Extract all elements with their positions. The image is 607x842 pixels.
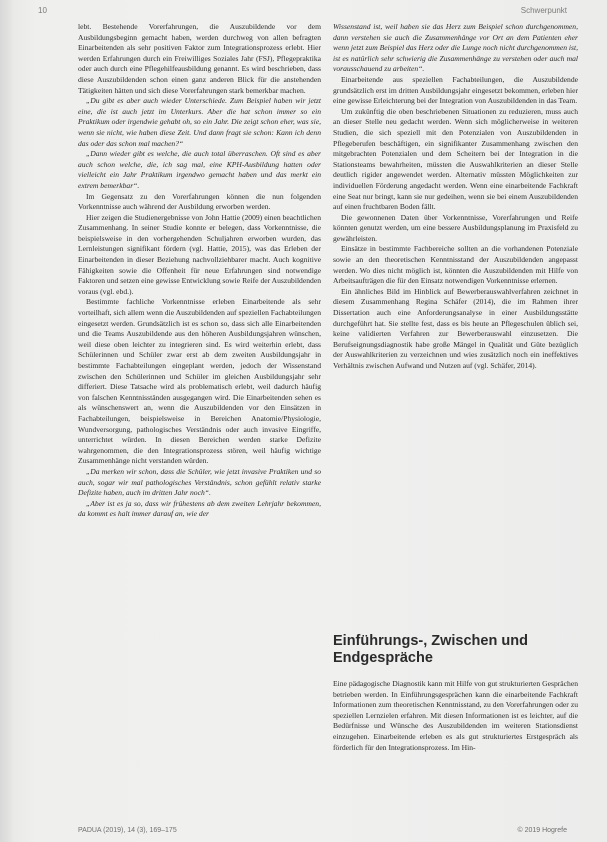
paragraph: Um zukünftig die oben beschriebenen Situationen zu reduzieren, muss auch an dieser Stelle neu gedacht werden. Wenn sich möglicherweise in weiteren Studien, die sich speziell mit den Potenzialen von Auszubildenden in Pflegeberufen beschäftigen, ein signifikanter Zusammenhang zwischen den mitgebrachten Potenzialen und dem Scheitern bei der Integration in die Stationsteams bewahrheiten, müssten die Auswahlkriterien an dieser Stelle deutlich rigider angewendet werden. Alternativ müssten Möglichkeiten zur individuellen Förderung angedacht werden. Wenn eine einarbeitende Fachkraft eine Seat nur bringt, kann sie nur gedeihen, wenn sie bei einem Auszubildenden auf einen fruchtbaren Boden fällt. xyxy=(333,106,578,212)
paragraph: Die gewonnenen Daten über Vorkenntnisse, Vorerfahrungen und Reife könnten genutzt werden, um eine bessere Ausbildungsplanung im Praxisfeld zu gewährleisten. xyxy=(333,212,578,243)
interview-quote: „Du gibt es aber auch wieder Unterschiede. Zum Beispiel haben wir jetzt eine, die ist auch jetzt im Unterkurs. Aber die hat schon immer so ein Praktikum oder irgendwie gehabt oh, so ein Jahr. Die zeigt schon eher, was sie, wenn sie nicht, wie haben diese Zeit. Und dann fragt sie schon: Kann ich denn das oder das schon mal machen?“ xyxy=(78,96,321,148)
paragraph: Eine pädagogische Diagnostik kann mit Hilfe von gut strukturierten Gesprächen betrieben werden. In Einführungsgesprächen kann die einarbeitende Fachkraft Informationen zum theoretischen Kenntnisstand, zu den Vorerfahrungen oder zu speziellen Lernzielen erfahren. Mit diesen Informationen ist es leichter, auf die Bedürfnisse und Wünsche des Auszubildenden im weiteren Stationsdienst einzugehen. Einarbeitende erleben es als gut strukturiertes Erstgespräch als förderlich für den Integrationsprozess. Im Hin- xyxy=(333,679,578,752)
paragraph: lebt. Bestehende Vorerfahrungen, die Auszubildende vor dem Ausbildungsbeginn gemacht haben, werden durchweg von allen befragten Einarbeitenden als sehr positiven Faktor zum Integrationsprozess erlebt. Hier werden Erfahrungen durch ein Freiwilliges Soziales Jahr (FSJ), Pflegepraktika oder auch durch eine Pflegehilfeausbildung genannt. Es wird beschrieben, dass diese Auszubildenden schon einen ganz anderen Blick für die anstehenden Tätigkeiten hätten und sich diese Vorerfahrungen stark bemerkbar machen. xyxy=(78,22,321,95)
section-heading: Einführungs-, Zwischen und Endgespräche xyxy=(333,633,528,666)
interview-quote: Wissenstand ist, weil haben sie das Herz zum Beispiel schon durchgenommen, dann verstehen sie auch die Zusammenhänge vor Ort an dem Patienten eher wenn jetzt zum Beispiel das Herz oder die Lunge noch nicht durchgenommen ist, ist es natürlich sehr schwierig die Zusammenhänge zu verstehen oder auch mal vorausschauend zu arbeiten“. xyxy=(333,22,579,74)
interview-quote: „Aber ist es ja so, dass wir frühestens ab dem zweiten Lehrjahr bekommen, da kommt es halt immer darauf an, wie der xyxy=(78,498,321,519)
section-body xyxy=(333,679,578,753)
running-head-section: Schwerpunkt xyxy=(520,6,567,15)
left-column xyxy=(78,22,321,520)
right-column xyxy=(333,22,578,372)
footer-copyright: © 2019 Hogrefe xyxy=(517,827,567,834)
paragraph: Im Gegensatz zu den Vorerfahrungen können die nun folgenden Vorkenntnisse auch während der Ausbildung erworben werden. xyxy=(78,191,321,212)
interview-quote: „Dann wieder gibt es welche, die auch total überraschen. Oft sind es aber auch schon welche, die, ich sag mal, eine KPH-Ausbildung hatten oder vielleicht ein Jahr Praktikum irgendwo gemacht haben und das merkt ein extrem bemerkbar“. xyxy=(78,149,321,190)
paragraph: Ein ähnliches Bild im Hinblick auf Bewerberauswahlverfahren zeichnet in diesem Zusammenhang Regina Schäfer (2014), die im Rahmen ihrer Dissertation auch eine Anforderungsanalyse in einer Ausbildungsstätte durchgeführt hat. Sie stellte fest, dass es bis heute an Pflegeschulen üblich sei, keine validierten Verfahren zur Bewerberauswahl einzusetzen. Die Berufseignungsdiagnostik habe große Mängel in Qualität und Güte bezüglich der Auswahlkriterien zu verzeichnen und wies zusätzlich noch ein ineffektives Verhältnis zwischen Aufwand und Nutzen auf (vgl. Schäfer, 2014). xyxy=(333,286,578,370)
footer-citation: PADUA (2019), 14 (3), 169–175 xyxy=(78,827,177,834)
page-number: 10 xyxy=(38,6,47,15)
page-edge-shadow xyxy=(0,0,14,842)
interview-quote: „Da merken wir schon, dass die Schüler, wie jetzt invasive Praktiken und so auch, sogar wir mal pathologisches Verständnis, schon gefühlt relativ starke Defizite haben, auch im dritten Jahr noch“. xyxy=(78,466,321,498)
paragraph: Bestimmte fachliche Vorkenntnisse erleben Einarbeitende als sehr vorteilhaft, sich allem wenn die Auszubildenden auf speziellen Fachabteilungen eingesetzt werden. Grundsätzlich ist es schon so, dass sich alle Einarbeitenden und die Teams Auszubildende aus den höheren Ausbildungsjahren wünschen, weil diese oben leichter zu integrieren sind. Es wird weiterhin erlebt, dass Schülerinnen und Schüler zwar erst ab dem zweiten Ausbildungsjahr in bestimmte Fachabteilungen eingeplant werden, jedoch der Wissenstand zwischen den Schülerinnen und Schüler im gleichen Ausbildungsjahr sehr differiert. Diese Tatsache wird als problematisch erlebt, weil dadurch häufig von falschen Kenntnisständen ausgegangen wird. Die Einarbeitenden sehen es als wünschenswert an, wenn die Auszubildenden vor den Einsätzen in Fachabteilungen, beispielsweise in Bereichen Anatomie/Physiologie, Wundversorgung, pathologisches Verständnis oder auch invasive Eingriffe, unterrichtet würden. In diesen Bereichen werden starke Defizite wahrgenommen, die den Integrationsprozess stören, weil häufig wichtige Zusammenhänge nicht verstanden würden. xyxy=(78,297,321,466)
paragraph: Einarbeitende aus speziellen Fachabteilungen, die Auszubildende grundsätzlich erst im dritten Ausbildungsjahr eingesetzt bekommen, erleben hier eine gewisse Erleichterung bei der Integration von Auszubildenden in das Team. xyxy=(333,74,578,106)
paragraph: Hier zeigen die Studienergebnisse von John Hattie (2009) einen beachtlichen Zusammenhang. In seiner Studie konnte er belegen, dass Vorkenntnisse, die beispielsweise in den vorhergehenden Schuljahren erworben wurden, das Lernleistungen signifikant fördern (vgl. Hattie, 2015), was das Erleben der Einarbeitenden in dieser Beziehung nachvollziehbarer macht. Auch kognitive Fähigkeiten sowie die Offenheit für neue Erfahrungen sind notwendige Faktoren und setzen eine gewisse Entwicklung sowie Reife der Auszubildenden voraus (vgl. ebd.). xyxy=(78,212,321,296)
paragraph: Einsätze in bestimmte Fachbereiche sollten an die vorhandenen Potenziale sowie an den theoretischen Kenntnisstand der Auszubildenden angepasst werden. Wo dies nicht möglich ist, könnten die Auszubildenden mit Hilfe von Arbeitsaufträgen die für den Einsatz notwendigen Vorkenntnisse erlernen. xyxy=(333,244,578,286)
